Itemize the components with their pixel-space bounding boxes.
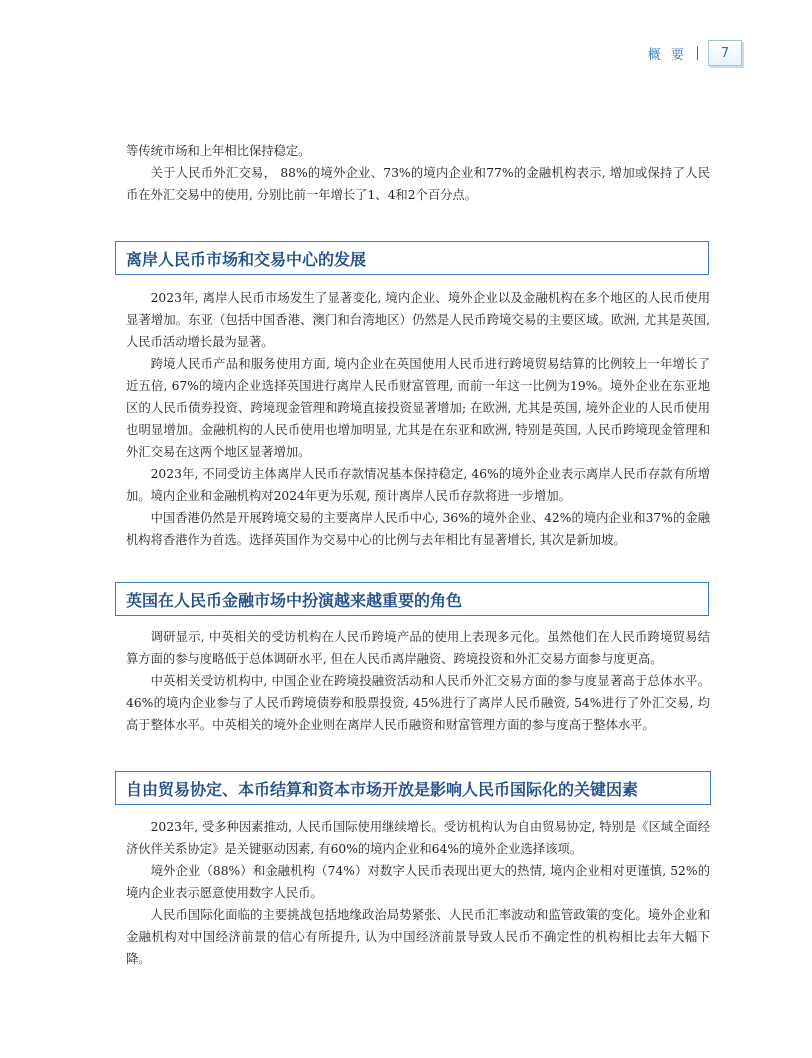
paragraph: 人民币国际化面临的主要挑战包括地缘政治局势紧张、人民币汇率波动和监管政策的变化。境外企业和金融机构对中国经济前景的信心有所提升, 认为中国经济前景导致人民币不确定性的机构相比去年大幅下降。 [126, 908, 710, 966]
section-heading-key-factors [115, 771, 711, 805]
section-heading-uk-role [115, 582, 709, 616]
paragraph: 调研显示, 中英相关的受访机构在人民币跨境产品的使用上表现多元化。虽然他们在人民币跨境贸易结算方面的参与度略低于总体调研水平, 但在人民币离岸融资、跨境投资和外汇交易方面参与度更高。 [126, 630, 710, 666]
paragraph: 境外企业（88%）和金融机构（74%）对数字人民币表现出更大的热情, 境内企业相对更谨慎, 52%的境内企业表示愿意使用数字人民币。 [126, 864, 710, 900]
section-title: 英国在人民币金融市场中扮演越来越重要的角色 [126, 590, 463, 610]
section-body-offshore-market [126, 287, 710, 551]
section-title: 离岸人民币市场和交易中心的发展 [126, 249, 367, 269]
intro-paragraph-2: 关于人民币外汇交易， 88%的境外企业、73%的境内企业和77%的金融机构表示, 增加或保持了人民币在外汇交易中的使用, 分别比前一年增长了1、4和2个百分点。 [126, 166, 710, 202]
paragraph: 中国香港仍然是开展跨境交易的主要离岸人民币中心, 36%的境外企业、42%的境内企业和37%的金融机构将香港作为首选。选择英国作为交易中心的比例与去年相比有显著增长, 其次是新加坡。 [126, 511, 710, 547]
page-number: 7 [708, 40, 742, 66]
section-title: 自由贸易协定、本币结算和资本市场开放是影响人民币国际化的关键因素 [126, 779, 639, 799]
intro-block [126, 140, 710, 206]
section-body-key-factors [126, 816, 710, 970]
paragraph: 中英相关受访机构中, 中国企业在跨境投融资活动和人民币外汇交易方面的参与度显著高于总体水平。46%的境内企业参与了人民币跨境债券和股票投资, 45%进行了离岸人民币融资, 54%进行了外汇交易, 均高于整体水平。中英相关的境外企业则在离岸人民币融资和财富管理方面的参与度高于整体水平。 [126, 674, 710, 732]
paragraph: 跨境人民币产品和服务使用方面, 境内企业在英国使用人民币进行跨境贸易结算的比例较上一年增长了近五倍, 67%的境内企业选择英国进行离岸人民币财富管理, 而前一年这一比例为19%。境外企业在东亚地区的人民币债券投资、跨境现金管理和跨境直接投资显著增加; 在欧洲, 尤其是英国, 境外企业的人民币使用也明显增加。金融机构的人民币使用也增加明显, 尤其是在东亚和欧洲, 特别是英国, 人民币跨境现金管理和外汇交易在这两个地区显著增加。 [126, 357, 710, 459]
section-heading-offshore-market [115, 241, 709, 275]
intro-paragraph-1: 等传统市场和上年相比保持稳定。 [126, 144, 311, 158]
paragraph: 2023年, 不同受访主体离岸人民币存款情况基本保持稳定, 46%的境外企业表示离岸人民币存款有所增加。境内企业和金融机构对2024年更为乐观, 预计离岸人民币存款将进一步增加。 [126, 467, 710, 503]
page-header [648, 40, 742, 66]
header-label: 概 要 [647, 47, 687, 63]
paragraph: 2023年, 离岸人民币市场发生了显著变化, 境内企业、境外企业以及金融机构在多个地区的人民币使用显著增加。东亚（包括中国香港、澳门和台湾地区）仍然是人民币跨境交易的主要区域。欧洲, 尤其是英国, 人民币活动增长最为显著。 [126, 291, 710, 349]
section-body-uk-role [126, 626, 710, 736]
paragraph: 2023年, 受多种因素推动, 人民币国际使用继续增长。受访机构认为自由贸易协定, 特别是《区域全面经济伙伴关系协定》是关键驱动因素, 有60%的境内企业和64%的境外企业选择该项。 [126, 820, 710, 856]
header-divider [697, 46, 698, 60]
